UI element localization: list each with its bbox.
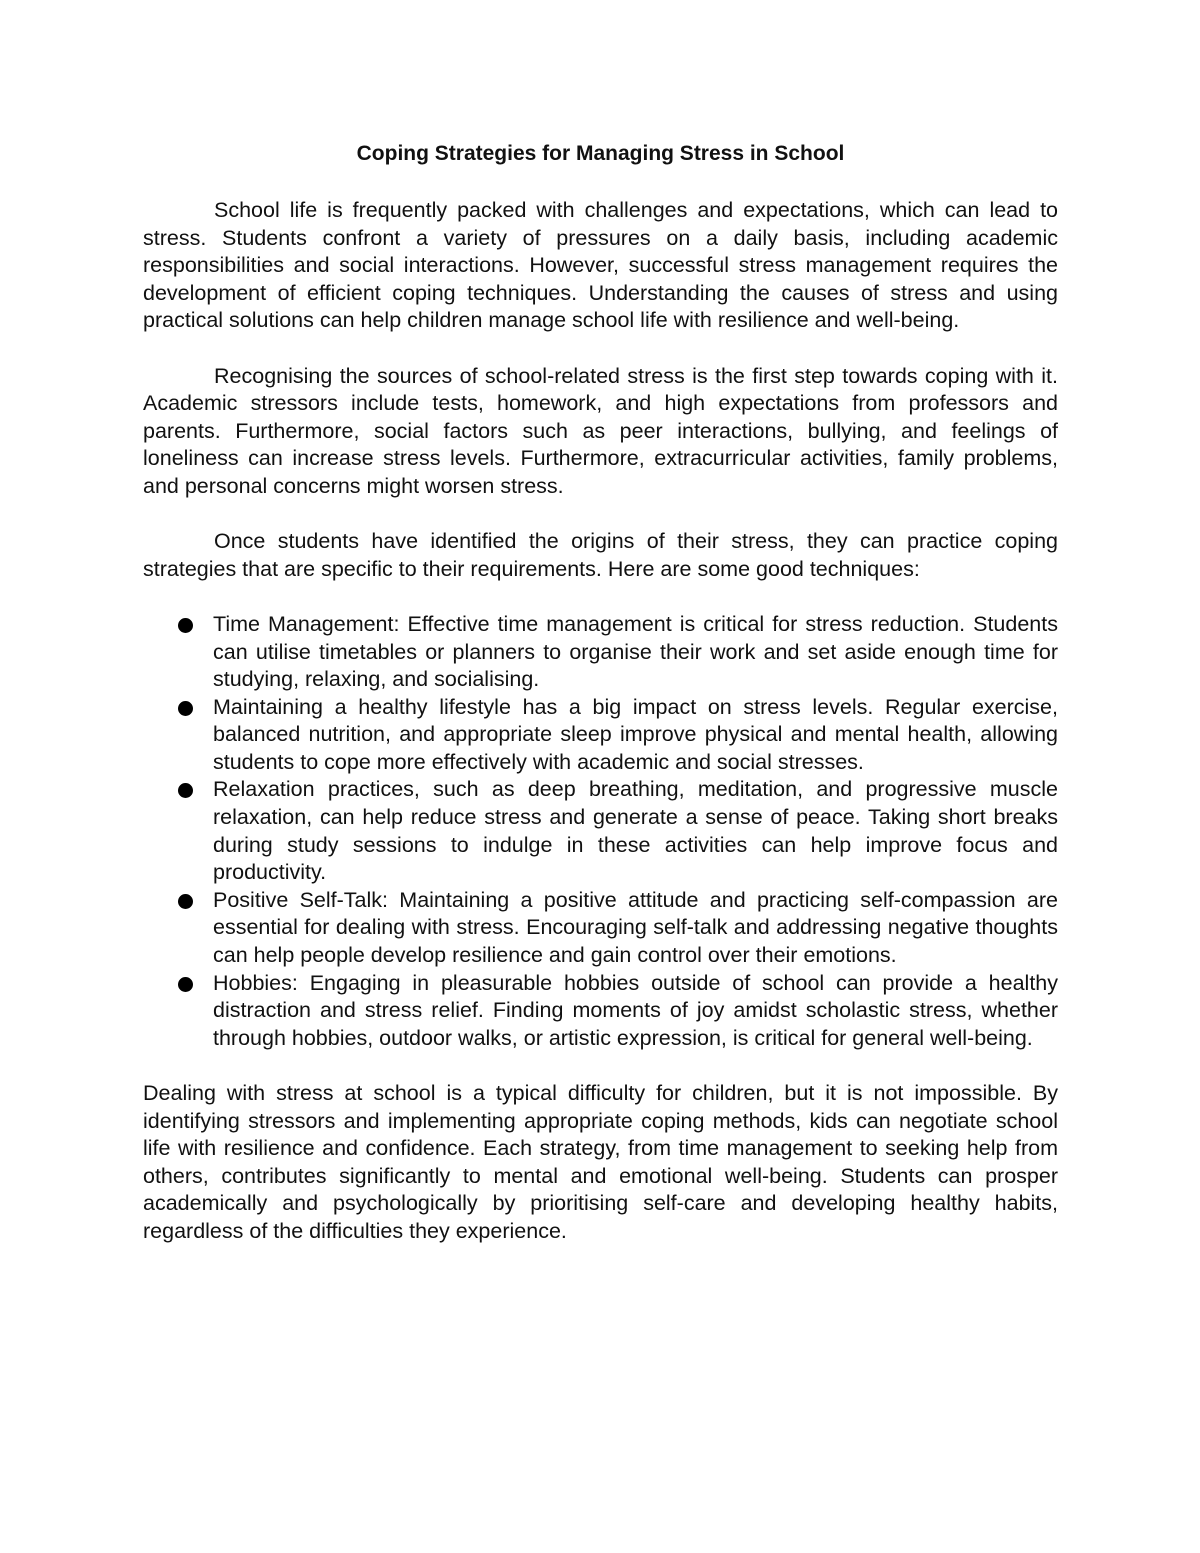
list-item <box>213 970 1058 1053</box>
list-item <box>213 887 1058 970</box>
document-title: Coping Strategies for Managing Stress in School <box>356 142 845 165</box>
techniques-intro-paragraph: Once students have identified the origins of their stress, they can practice coping strategies that are specific to their requirements. Here are some good techniques: <box>143 529 1058 581</box>
list-item <box>213 611 1058 694</box>
bullet-icon <box>178 618 193 633</box>
bullet-icon <box>178 701 193 716</box>
list-item-text: Positive Self-Talk: Maintaining a positive attitude and practicing self-compassion are essential for dealing with stress. Encouraging self-talk and addressing negative thoughts can help people develop resilience and gain control over their emotions. <box>213 887 1058 968</box>
list-item-text: Hobbies: Engaging in pleasurable hobbies outside of school can provide a healthy distraction and stress relief. Finding moments of joy amidst scholastic stress, whether through hobbies, outdoor walks, or artistic expression, is critical for general well-being. <box>213 970 1058 1050</box>
list-item-text: Relaxation practices, such as deep breathing, meditation, and progressive muscle relaxation, can help reduce stress and generate a sense of peace. Taking short breaks during study sessions to indulge in these activities can help improve focus and productivity. <box>213 777 1058 885</box>
list-item-text: Maintaining a healthy lifestyle has a big impact on stress levels. Regular exercise, balanced nutrition, and appropriate sleep improve physical and mental health, allowing students to cope more effectively with academic and social stresses. <box>213 694 1058 774</box>
sources-paragraph: Recognising the sources of school-related stress is the first step towards coping with it. Academic stressors include tests, homework, and high expectations from professors and parents. Furthermore, social factors such as peer interactions, bullying, and feelings of loneliness can increase stress levels. Furthermore, extracurricular activities, family problems, and personal concerns might worsen stress. <box>143 363 1058 498</box>
bullet-icon <box>178 977 193 992</box>
list-item-text: Time Management: Effective time management is critical for stress reduction. Students can utilise timetables or planners to organise their work and set aside enough time for studying, relaxing, and socialising. <box>213 611 1058 692</box>
document-page <box>143 140 1058 1273</box>
list-item <box>213 776 1058 886</box>
bullet-icon <box>178 894 193 909</box>
conclusion-paragraph: Dealing with stress at school is a typical difficulty for children, but it is not impossible. By identifying stressors and implementing appropriate coping methods, kids can negotiate school life with resilience and confidence. Each strategy, from time management to seeking help from others, contributes significantly to mental and emotional well-being. Students can prosper academically and psychologically by prioritising self-care and developing healthy habits, regardless of the difficulties they experience. <box>143 1081 1058 1243</box>
techniques-list <box>143 611 1058 1053</box>
list-item <box>213 694 1058 777</box>
bullet-icon <box>178 783 193 798</box>
intro-paragraph: School life is frequently packed with challenges and expectations, which can lead to stress. Students confront a variety of pressures on a daily basis, including academic responsibilities and social interactions. However, successful stress management requires the development of efficient coping techniques. Understanding the causes of stress and using practical solutions can help children manage school life with resilience and well-being. <box>143 198 1058 333</box>
